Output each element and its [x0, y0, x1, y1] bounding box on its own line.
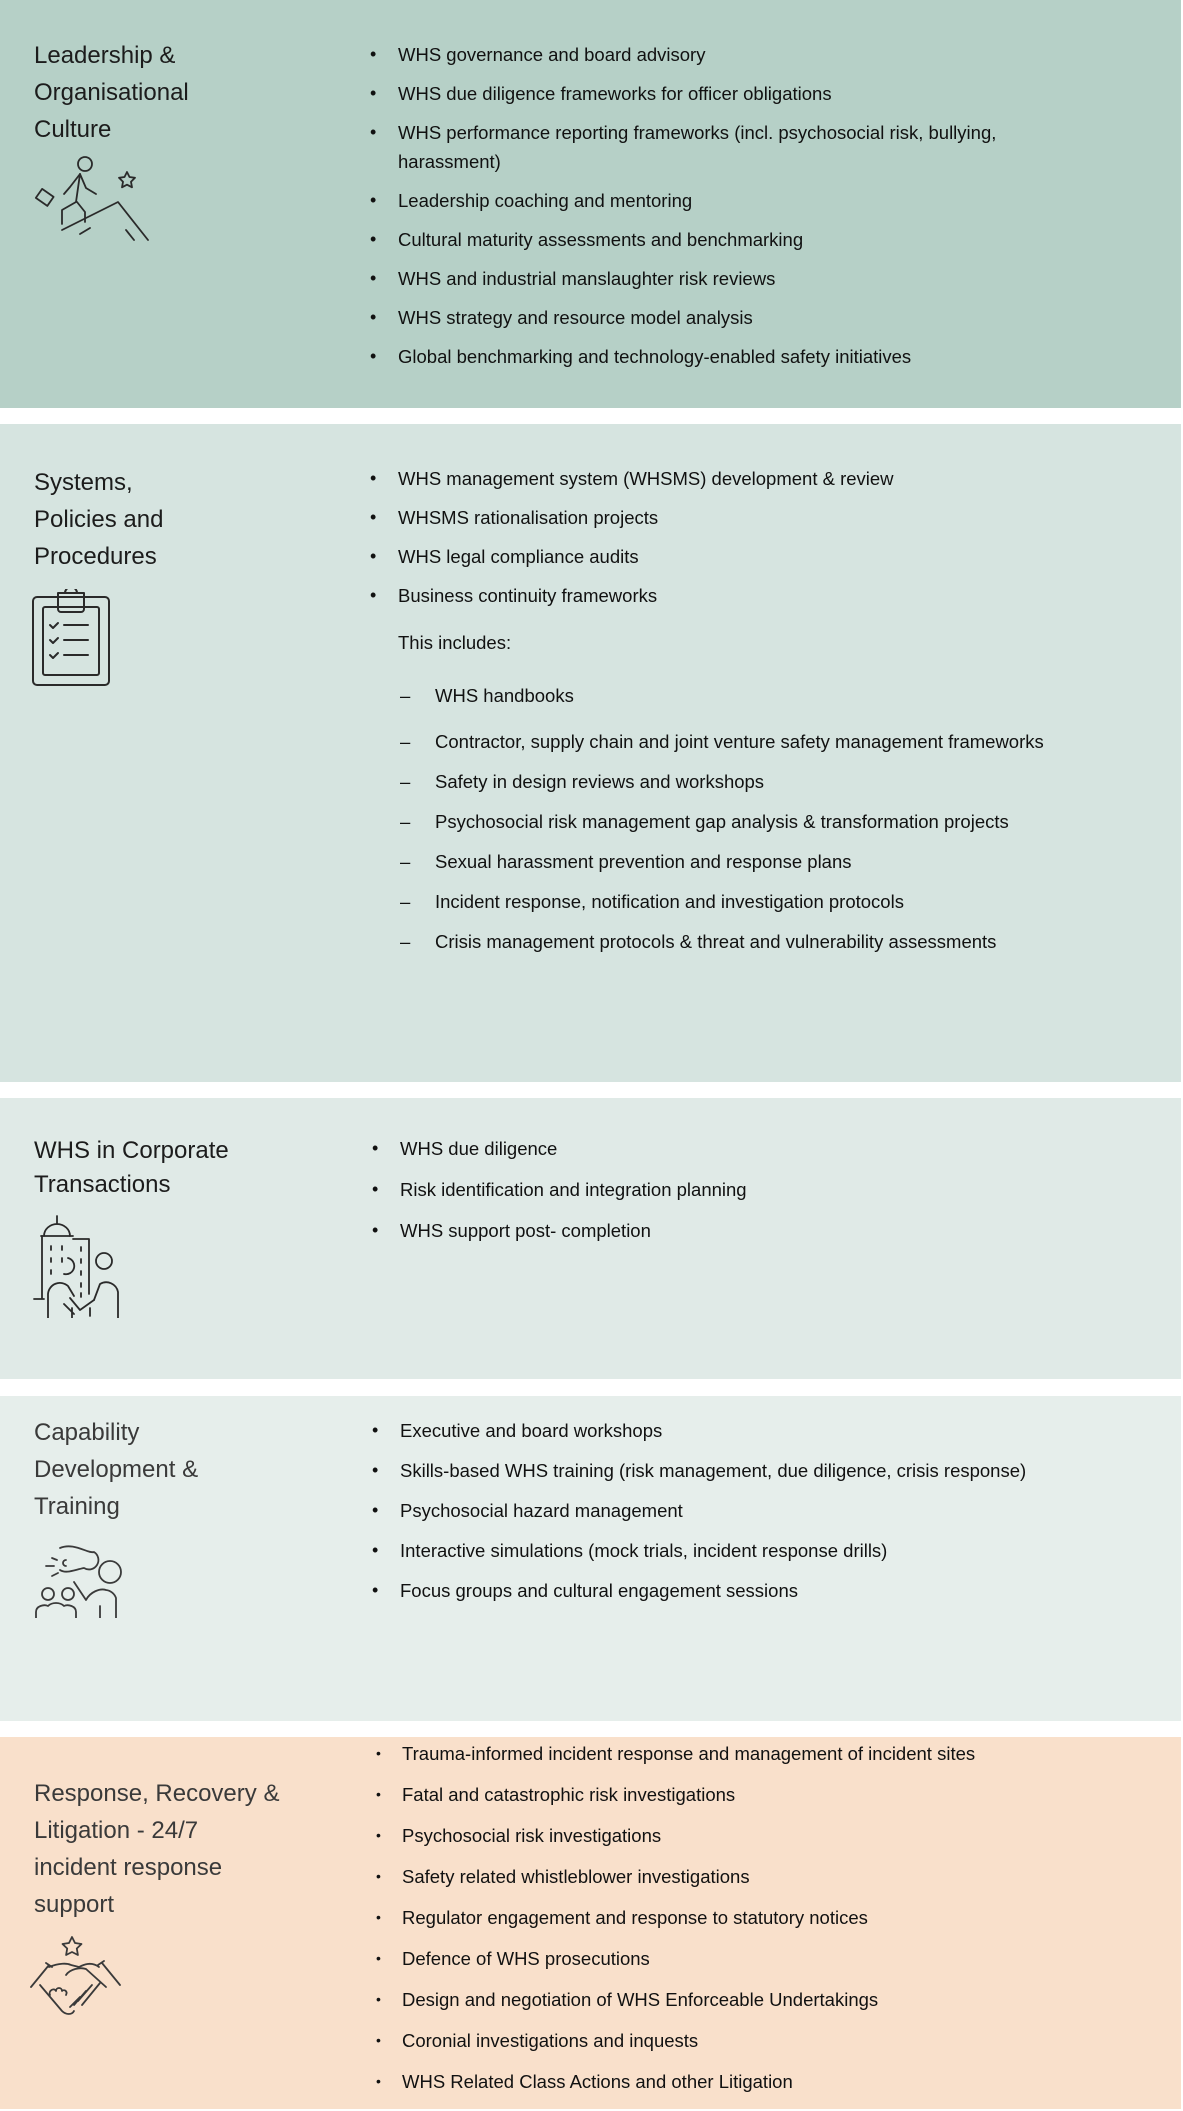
sub-list-item: – Incident response, notification and investigation protocols — [400, 887, 1080, 916]
list-item: • WHSMS rationalisation projects — [368, 503, 1068, 532]
sub-list-item: – Safety in design reviews and workshops — [400, 767, 1080, 796]
clipboard-checklist-icon — [30, 589, 114, 689]
sub-list-item: – Psychosocial risk management gap analysis & transformation projects — [400, 807, 1080, 836]
list-item: • Global benchmarking and technology-enabled safety initiatives — [368, 342, 1068, 371]
list-item: • WHS and industrial manslaughter risk reviews — [368, 264, 1068, 293]
section-heading — [34, 1414, 294, 1525]
list-item: • Focus groups and cultural engagement sessions — [370, 1576, 1070, 1605]
sub-list-item: – Crisis management protocols & threat and vulnerability assessments — [400, 927, 1080, 956]
list-item: • Coronial investigations and inquests — [372, 2026, 1072, 2055]
sub-list-item: – Sexual harassment prevention and response plans — [400, 847, 1080, 876]
list-item: • WHS governance and board advisory — [368, 40, 1068, 69]
presenter-audience-icon — [30, 1542, 130, 1618]
section-heading — [34, 37, 294, 148]
section-heading — [34, 1134, 294, 1202]
list-item: • Safety related whistleblower investigations — [372, 1862, 1072, 1891]
list-item: • WHS performance reporting frameworks (incl. psychosocial risk, bullying, harassment) — [368, 118, 1078, 176]
list-item: • WHS support post- completion — [370, 1216, 1070, 1245]
list-item: • WHS due diligence — [370, 1134, 1070, 1163]
list-item: • Skills-based WHS training (risk management, due diligence, crisis response) — [370, 1456, 1030, 1485]
section-systems-policies — [0, 424, 1181, 1082]
heading-line: WHS in Corporate — [34, 1137, 229, 1164]
heading-line: Systems, — [34, 469, 133, 496]
list-item: • WHS management system (WHSMS) development & review — [368, 464, 1068, 493]
list-item: • Risk identification and integration planning — [370, 1175, 1070, 1204]
list-item: • Regulator engagement and response to statutory notices — [372, 1903, 1072, 1932]
heading-line: Leadership & — [34, 42, 176, 69]
heading-line: Response, Recovery & — [34, 1780, 280, 1807]
list-item: • Defence of WHS prosecutions — [372, 1944, 1072, 1973]
list-item: • Executive and board workshops — [370, 1416, 1070, 1445]
included-items-list — [400, 681, 1080, 956]
heading-line: Transactions — [34, 1171, 171, 1198]
section-response-litigation — [0, 1737, 1181, 2109]
heading-line: Culture — [34, 116, 112, 143]
sub-list-item: – WHS handbooks — [400, 681, 1080, 710]
service-list — [368, 464, 1068, 610]
heading-line: Litigation - 24/7 — [34, 1817, 199, 1844]
includes-intro: This includes: — [398, 632, 512, 653]
list-item: • Cultural maturity assessments and benchmarking — [368, 225, 1068, 254]
heading-line: Procedures — [34, 543, 157, 570]
list-item: • Fatal and catastrophic risk investigations — [372, 1780, 1072, 1809]
list-item: • WHS legal compliance audits — [368, 542, 1068, 571]
list-item: • Trauma-informed incident response and management of incident sites — [372, 1739, 1072, 1768]
heading-line: Policies and — [34, 506, 164, 533]
list-item: • Psychosocial hazard management — [370, 1496, 1070, 1525]
building-handshake-icon — [30, 1214, 130, 1318]
heading-line: Training — [34, 1493, 120, 1520]
section-heading — [34, 1775, 294, 1923]
list-item: • Interactive simulations (mock trials, incident response drills) — [370, 1536, 1070, 1565]
list-item: • WHS Related Class Actions and other Litigation — [372, 2067, 1072, 2096]
list-item: • WHS strategy and resource model analysis — [368, 303, 1068, 332]
list-item: • WHS due diligence frameworks for officer obligations — [368, 79, 1068, 108]
service-list — [370, 1134, 1070, 1245]
handshake-star-icon — [30, 1935, 122, 2025]
list-item: • Leadership coaching and mentoring — [368, 186, 1068, 215]
service-list — [368, 40, 1068, 371]
heading-line: Development & — [34, 1456, 199, 1483]
list-item: • Business continuity frameworks — [368, 581, 1068, 610]
service-list — [370, 1416, 1070, 1605]
section-capability-training — [0, 1396, 1181, 1721]
person-climbing-mountain-star-icon — [30, 152, 155, 247]
heading-line: Capability — [34, 1419, 140, 1446]
section-leadership-culture — [0, 0, 1181, 408]
heading-line: Organisational — [34, 79, 189, 106]
section-corporate-transactions — [0, 1098, 1181, 1379]
sub-list-item: – Contractor, supply chain and joint venture safety management frameworks — [400, 727, 1055, 756]
section-heading — [34, 464, 294, 575]
heading-line: support — [34, 1891, 115, 1918]
heading-line: incident response — [34, 1854, 223, 1881]
list-item: • Design and negotiation of WHS Enforceable Undertakings — [372, 1985, 1072, 2014]
service-list — [372, 1739, 1072, 2096]
list-item: • Psychosocial risk investigations — [372, 1821, 1072, 1850]
